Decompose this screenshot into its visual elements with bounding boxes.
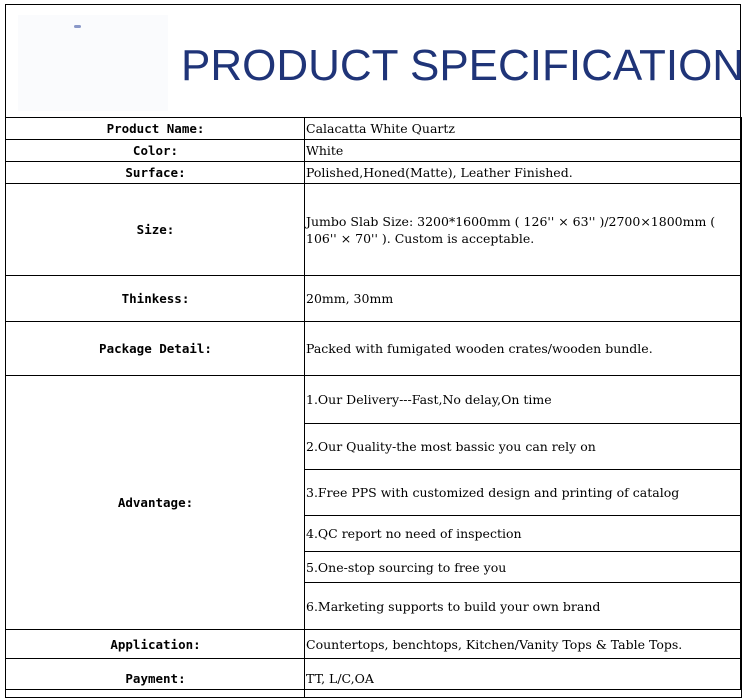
- specification-sheet: [5, 4, 745, 690]
- row-value: 3.Free PPS with customized design and printing of catalog: [305, 470, 742, 516]
- table-row: [6, 140, 742, 162]
- row-value: White: [305, 140, 742, 162]
- row-value: 1.Our Delivery---Fast,No delay,On time: [305, 376, 742, 424]
- row-value: Packed with fumigated wooden crates/wooden bundle.: [305, 322, 742, 376]
- row-label: Product Name:: [6, 118, 305, 140]
- page-title: PRODUCT SPECIFICATION: [181, 41, 745, 90]
- row-value: Countertops, benchtops, Kitchen/Vanity Tops & Table Tops.: [305, 630, 742, 659]
- table-row: [6, 630, 742, 659]
- table-row: [6, 322, 742, 376]
- row-label: Color:: [6, 140, 305, 162]
- row-label: Surface:: [6, 162, 305, 184]
- table-row: [6, 276, 742, 322]
- table-row: [6, 118, 742, 140]
- row-label: Advantage:: [6, 376, 305, 630]
- table-row: [6, 184, 742, 276]
- row-value: TT, L/C,OA: [305, 659, 742, 698]
- row-value: Jumbo Slab Size: 3200*1600mm ( 126'' × 63'' )/2700×1800mm ( 106'' × 70'' ). Custom is acceptable.: [305, 184, 742, 276]
- row-value: 20mm, 30mm: [305, 276, 742, 322]
- table-row: [6, 659, 742, 698]
- spec-table: [5, 117, 742, 698]
- row-label: Thinkess:: [6, 276, 305, 322]
- header: [6, 5, 745, 115]
- row-label: Package Detail:: [6, 322, 305, 376]
- row-label: Payment:: [6, 659, 305, 698]
- row-value: 4.QC report no need of inspection: [305, 516, 742, 552]
- row-value: 5.One-stop sourcing to free you: [305, 552, 742, 583]
- row-label: Size:: [6, 184, 305, 276]
- logo: [18, 15, 168, 111]
- row-value: 6.Marketing supports to build your own brand: [305, 583, 742, 630]
- row-value: Polished,Honed(Matte), Leather Finished.: [305, 162, 742, 184]
- row-value: Calacatta White Quartz: [305, 118, 742, 140]
- table-row: [6, 162, 742, 184]
- row-value: 2.Our Quality-the most bassic you can rely on: [305, 424, 742, 470]
- table-row: [6, 376, 742, 424]
- row-label: Application:: [6, 630, 305, 659]
- logo-mark-icon: [74, 25, 81, 28]
